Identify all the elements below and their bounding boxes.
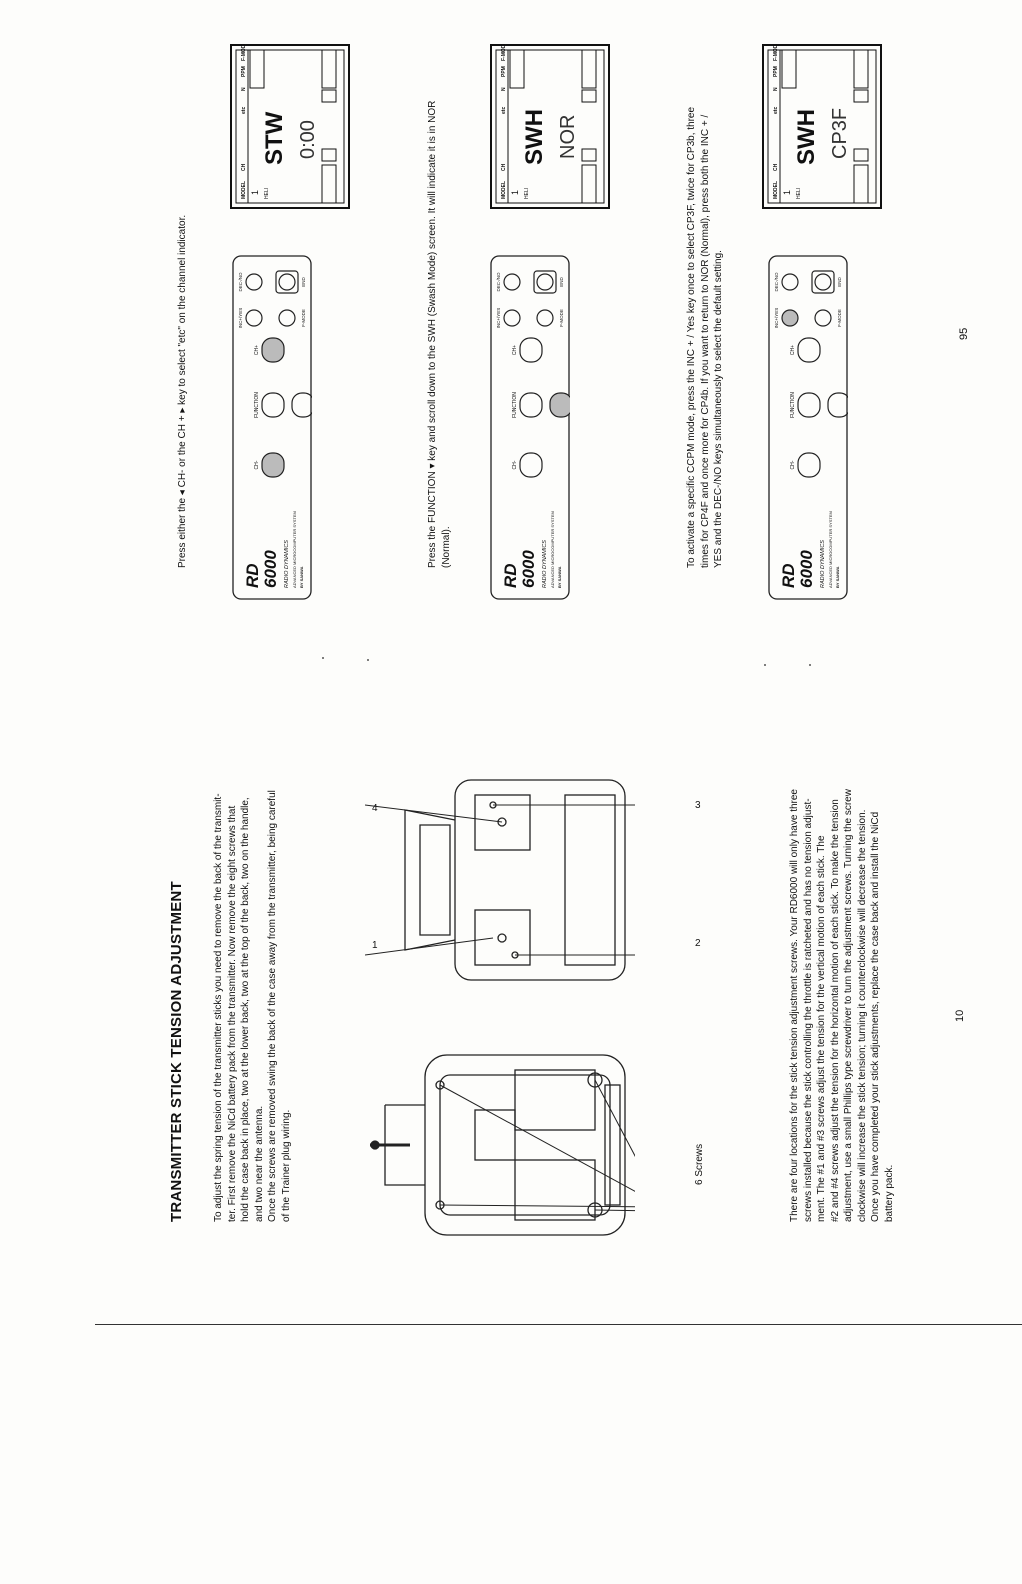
svg-text:CH-: CH- (790, 460, 796, 470)
svg-text:HELI: HELI (796, 187, 802, 199)
svg-text:DEC-/NO: DEC-/NO (496, 272, 501, 292)
svg-text:MODEL: MODEL (501, 180, 507, 199)
step-line: (Normal). (440, 526, 452, 568)
step-1-text (176, 215, 190, 568)
step-line: Press either the ◂ CH- or the CH + ▸ key to select "etc" on the channel indicator. (177, 214, 188, 568)
callout-1: 1 (372, 940, 378, 951)
section-title: TRANSMITTER STICK TENSION ADJUSTMENT (168, 881, 185, 1222)
brand-tagline: ADVANCED MICROCOMPUTER SYSTEM (828, 511, 833, 588)
lcd-screen-2 (490, 44, 610, 209)
function-key[interactable] (790, 392, 820, 418)
callout-2: 2 (695, 938, 701, 949)
transmitter-interior-illustration (365, 770, 645, 990)
ch-minus-key[interactable] (790, 453, 820, 477)
body-line: Once you have completed your stick adjustments, replace the case back and install the NiCd (870, 811, 881, 1222)
function-key-body[interactable] (828, 393, 848, 417)
body-line: clockwise will increase the stick tension; turning it counterclockwise will decrease the tension. (856, 809, 868, 1222)
brand-by: BY SANWA (835, 566, 840, 588)
callout-3: 3 (695, 800, 701, 811)
f-mode-key[interactable] (279, 309, 306, 327)
control-panel-graphic (232, 255, 312, 600)
ch-minus-key[interactable] (254, 453, 284, 477)
svg-text:HELI: HELI (264, 187, 270, 199)
step-line: To activate a specific CCPM mode, press the INC + / Yes key once to select CP3F, twice for CP3b, three (686, 106, 697, 568)
body-line: battery pack. (883, 1164, 895, 1222)
dec-no-key[interactable] (496, 272, 520, 291)
ch-plus-key[interactable] (512, 338, 542, 362)
ch-plus-key[interactable] (790, 338, 820, 362)
svg-text:INC+/YES: INC+/YES (774, 307, 779, 329)
svg-text:CH+: CH+ (790, 344, 796, 356)
ch-minus-key[interactable] (512, 453, 542, 477)
svg-text:N: N (773, 87, 779, 91)
dec-no-key[interactable] (774, 272, 798, 291)
svg-text:END: END (837, 277, 842, 287)
svg-text:etc: etc (241, 106, 247, 114)
function-key-body[interactable] (550, 393, 570, 417)
control-panel-graphic (768, 255, 848, 600)
lcd-bottom-text: 0:00 (297, 120, 319, 159)
screws-caption: 6 Screws (694, 1143, 705, 1185)
svg-text:F-MODE: F-MODE (773, 44, 779, 61)
svg-text:DEC-/NO: DEC-/NO (238, 272, 243, 292)
control-panel-graphic (490, 255, 570, 600)
brand-6000: 6000 (519, 550, 538, 588)
svg-text:F-MODE: F-MODE (837, 309, 842, 327)
f-mode-key[interactable] (815, 309, 842, 327)
body-line: screws installed because the stick controlling the throttle is ratcheted and has no tension adjust- (802, 798, 814, 1222)
svg-text:1: 1 (510, 189, 520, 195)
brand-by: BY SANWA (557, 566, 562, 588)
body-line: adjustment, use a small Phillips type screwdriver to turn the adjustment screws. Turning the screw (843, 789, 854, 1222)
lcd-top-text: SWH (521, 109, 548, 165)
inc-yes-key[interactable] (238, 308, 262, 329)
brand-sub: RADIO DYNAMICS (820, 540, 826, 588)
brand-sub: RADIO DYNAMICS (542, 540, 548, 588)
end-key[interactable] (812, 271, 842, 293)
svg-text:CH-: CH- (512, 460, 518, 470)
svg-text:INC+/YES: INC+/YES (496, 307, 501, 329)
svg-text:END: END (301, 277, 306, 287)
svg-text:MODEL: MODEL (773, 180, 779, 199)
svg-text:CH: CH (501, 163, 507, 171)
transmitter-back-illustration (365, 1045, 635, 1245)
page-number-right: 95 (958, 327, 970, 340)
intro-line: and two near the antenna. (253, 1105, 265, 1222)
svg-text:N: N (241, 87, 247, 91)
svg-text:DEC-/NO: DEC-/NO (774, 272, 779, 292)
intro-paragraph (212, 790, 293, 1222)
step-line: YES and the DEC-/NO keys simultaneously to select the default setting. (713, 250, 724, 568)
lcd-top-text: STW (261, 111, 288, 165)
lcd-bottom-text: NOR (557, 114, 579, 159)
brand-tagline: ADVANCED MICROCOMPUTER SYSTEM (550, 511, 555, 588)
function-key[interactable] (254, 392, 284, 418)
svg-text:END: END (559, 277, 564, 287)
lcd-graphic (230, 44, 350, 209)
inc-yes-key[interactable] (496, 308, 520, 329)
end-key[interactable] (534, 271, 564, 293)
svg-text:CH+: CH+ (254, 344, 260, 356)
body-line: #2 and #4 screws adjust the tension for the horizontal motion of each stick. To make the tension (829, 799, 841, 1222)
body-line: There are four locations for the stick tension adjustment screws. Your RD6000 will only have three (789, 789, 800, 1222)
svg-text:etc: etc (773, 106, 779, 114)
scan-specks (320, 655, 820, 675)
step-line: times for CP4F and once more for CP4b. If you want to return to NOR (Normal), press both the INC + / (699, 114, 711, 568)
brand-6000: 6000 (797, 550, 816, 588)
brand-by: BY SANWA (299, 566, 304, 588)
svg-text:1: 1 (782, 189, 792, 195)
svg-text:FUNCTION: FUNCTION (254, 392, 260, 418)
svg-text:PPM: PPM (241, 66, 247, 77)
control-panel-1 (232, 255, 312, 600)
brand-tagline: ADVANCED MICROCOMPUTER SYSTEM (292, 511, 297, 588)
step-3-text (685, 107, 726, 568)
lcd-screen-1 (230, 44, 350, 209)
callout-4: 4 (372, 803, 378, 814)
svg-text:FUNCTION: FUNCTION (512, 392, 518, 418)
dec-no-key[interactable] (238, 272, 262, 291)
svg-text:CH-: CH- (254, 460, 260, 470)
intro-line: hold the case back in place, two at the lower back, two at the top of the back, two on the handle, (240, 797, 251, 1222)
svg-text:CH+: CH+ (512, 344, 518, 356)
svg-text:F-MODE: F-MODE (241, 44, 247, 61)
brand-rd: RD (779, 563, 798, 588)
lcd-bottom-text: CP3F (829, 107, 851, 159)
control-panel-2 (490, 255, 570, 600)
brand-sub: RADIO DYNAMICS (284, 540, 290, 588)
f-mode-key[interactable] (537, 309, 564, 327)
svg-text:etc: etc (501, 106, 507, 114)
lcd-graphic (490, 44, 610, 209)
svg-text:N: N (501, 87, 507, 91)
svg-text:FUNCTION: FUNCTION (790, 392, 796, 418)
function-key-body[interactable] (292, 393, 312, 417)
end-key[interactable] (276, 271, 306, 293)
svg-text:PPM: PPM (773, 66, 779, 77)
intro-line: of the Trainer plug wiring. (280, 1109, 292, 1222)
ch-plus-key[interactable] (254, 338, 284, 362)
svg-text:1: 1 (250, 189, 260, 195)
page-number-left: 10 (954, 1009, 966, 1022)
lcd-graphic (762, 44, 882, 209)
lcd-screen-3 (762, 44, 882, 209)
brand-rd: RD (501, 563, 520, 588)
lcd-top-text: SWH (793, 109, 820, 165)
svg-text:CH: CH (773, 163, 779, 171)
intro-line: Once the screws are removed swing the back of the case away from the transmitter, being careful (267, 790, 278, 1222)
svg-text:F-MODE: F-MODE (559, 309, 564, 327)
body-line: ment. The #1 and #3 screws adjust the tension for the vertical motion of each stick. The (816, 835, 827, 1222)
intro-line: To adjust the spring tension of the transmitter sticks you need to remove the back of the transmit- (213, 793, 224, 1222)
svg-text:PPM: PPM (501, 66, 507, 77)
page-divider (95, 1324, 1022, 1325)
step-2-text (426, 101, 453, 568)
step-line: Press the FUNCTION ▾ key and scroll down to the SWH (Swash Mode) screen. It will indicate it is in NOR (427, 100, 438, 568)
svg-text:F-MODE: F-MODE (501, 44, 507, 61)
svg-text:MODEL: MODEL (241, 180, 247, 199)
svg-text:F-MODE: F-MODE (301, 309, 306, 327)
brand-rd: RD (243, 563, 262, 588)
svg-text:INC+/YES: INC+/YES (238, 307, 243, 329)
control-panel-3 (768, 255, 848, 600)
inc-yes-key[interactable] (774, 308, 798, 329)
tension-paragraph (788, 789, 896, 1222)
intro-line: ter. First remove the NiCd battery pack from the transmitter. Now remove the eight screws that (226, 805, 238, 1222)
svg-text:CH: CH (241, 163, 247, 171)
function-key[interactable] (512, 392, 542, 418)
brand-6000: 6000 (261, 550, 280, 588)
svg-text:HELI: HELI (524, 187, 530, 199)
